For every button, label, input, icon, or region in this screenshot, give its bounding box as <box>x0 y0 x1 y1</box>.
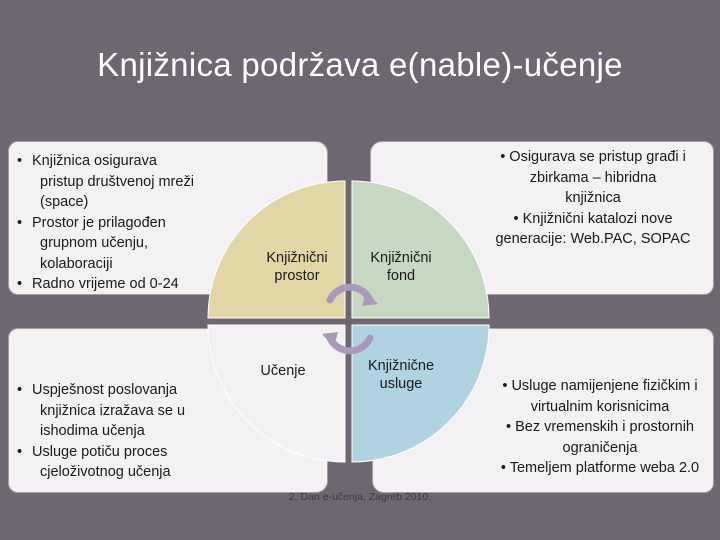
cycle-arrows-icon <box>322 287 378 351</box>
label-prostor: Knjižnični prostor <box>266 250 328 284</box>
ucenje-bullets <box>16 380 216 483</box>
bullet-item: • Usluge potiču proces cjeloživotnog učenja <box>16 442 216 483</box>
label-fond: Knjižnični fond <box>370 250 432 284</box>
bullet-item: • Knjižnica osigurava pristup društvenoj mreži (space) <box>16 151 231 213</box>
usluge-bullets <box>482 376 718 479</box>
page-title: Knjižnica podržava e(nable)-učenje <box>97 46 623 83</box>
bullet-item: • Temeljem platforme weba 2.0 <box>500 460 700 476</box>
bullet-item: • Usluge namijenjene fizičkim i virtualnim korisnicima <box>502 378 698 415</box>
label-ucenje: Učenje <box>260 363 306 379</box>
bullet-item: • Bez vremenskih i prostornih ograničenja <box>505 419 694 456</box>
quadrant-usluge <box>352 325 489 462</box>
bullet-item: • Uspješnost poslovanja knjižnica izražava se u ishodima učenja <box>16 380 216 442</box>
footer-text: 2. Dan e-učenja, Zagreb 2010. <box>288 491 432 503</box>
bullet-item: • Knjižnični katalozi nove generacije: Web.PAC, SOPAC <box>495 210 691 247</box>
quadrant-ucenje <box>208 325 345 462</box>
bullet-item: • Radno vrijeme od 0-24 <box>16 274 231 295</box>
prostor-bullets <box>16 151 231 295</box>
fond-bullets <box>478 147 708 250</box>
bullet-item: • Prostor je prilagođen grupnom učenju, kolaboraciji <box>16 213 231 275</box>
bullet-item: • Osigurava se pristup građi i zbirkama – hibridna knjižnica <box>500 149 686 206</box>
label-usluge: Knjižnične usluge <box>367 358 435 392</box>
